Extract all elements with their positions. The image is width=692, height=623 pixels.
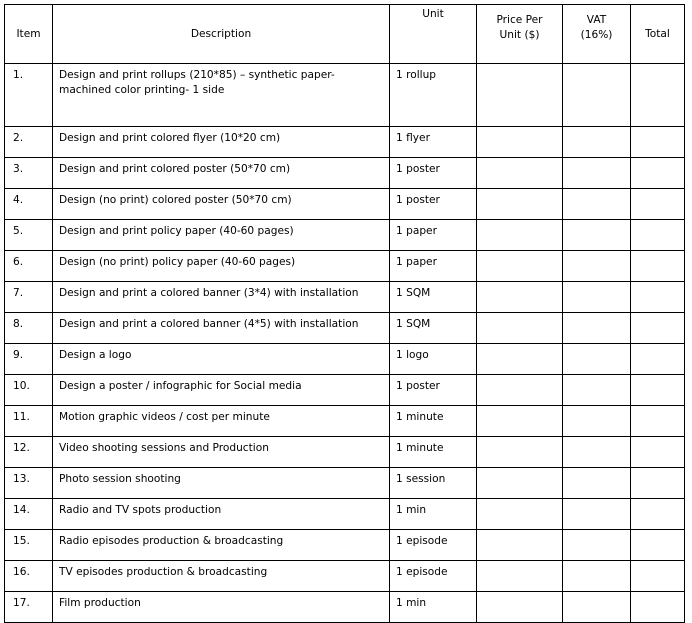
vat-cell xyxy=(563,282,631,313)
item-number-cell: 7. xyxy=(5,282,53,313)
price-per-unit-cell xyxy=(477,189,563,220)
total-cell xyxy=(631,158,685,189)
vat-cell xyxy=(563,499,631,530)
unit-cell: 1 min xyxy=(390,499,477,530)
description-cell: Video shooting sessions and Production xyxy=(53,437,390,468)
unit-cell: 1 flyer xyxy=(390,127,477,158)
price-per-unit-cell xyxy=(477,561,563,592)
description-cell: Radio episodes production & broadcasting xyxy=(53,530,390,561)
table-row xyxy=(5,375,685,406)
vat-cell xyxy=(563,344,631,375)
table-row xyxy=(5,251,685,282)
price-per-unit-cell xyxy=(477,437,563,468)
price-per-unit-cell xyxy=(477,468,563,499)
total-cell xyxy=(631,313,685,344)
total-cell xyxy=(631,344,685,375)
vat-cell xyxy=(563,375,631,406)
header-unit: Unit xyxy=(390,5,477,64)
total-cell xyxy=(631,468,685,499)
unit-cell: 1 poster xyxy=(390,158,477,189)
item-number-cell: 16. xyxy=(5,561,53,592)
price-per-unit-cell xyxy=(477,375,563,406)
header-vat-line2: (16%) xyxy=(580,29,613,41)
item-number-cell: 2. xyxy=(5,127,53,158)
unit-cell: 1 logo xyxy=(390,344,477,375)
price-quote-table xyxy=(4,4,685,623)
unit-cell: 1 SQM xyxy=(390,313,477,344)
item-number-cell: 3. xyxy=(5,158,53,189)
total-cell xyxy=(631,64,685,127)
description-cell: Design and print colored poster (50*70 cm) xyxy=(53,158,390,189)
unit-cell: 1 minute xyxy=(390,406,477,437)
item-number-cell: 13. xyxy=(5,468,53,499)
header-price-line2: Unit ($) xyxy=(499,29,540,41)
total-cell xyxy=(631,530,685,561)
unit-cell: 1 poster xyxy=(390,189,477,220)
table-row xyxy=(5,344,685,375)
table-row xyxy=(5,406,685,437)
vat-cell xyxy=(563,158,631,189)
price-per-unit-cell xyxy=(477,344,563,375)
price-per-unit-cell xyxy=(477,158,563,189)
description-cell: Motion graphic videos / cost per minute xyxy=(53,406,390,437)
item-number-cell: 14. xyxy=(5,499,53,530)
description-cell: TV episodes production & broadcasting xyxy=(53,561,390,592)
total-cell xyxy=(631,437,685,468)
price-per-unit-cell xyxy=(477,406,563,437)
table-row xyxy=(5,592,685,623)
description-cell: Design and print rollups (210*85) – synthetic paper-machined color printing- 1 side xyxy=(53,64,390,127)
description-cell: Design (no print) colored poster (50*70 cm) xyxy=(53,189,390,220)
header-price-per-unit xyxy=(477,5,563,64)
header-row xyxy=(5,5,685,64)
table-row xyxy=(5,313,685,344)
item-number-cell: 11. xyxy=(5,406,53,437)
total-cell xyxy=(631,375,685,406)
item-number-cell: 4. xyxy=(5,189,53,220)
vat-cell xyxy=(563,592,631,623)
table-row xyxy=(5,189,685,220)
vat-cell xyxy=(563,251,631,282)
unit-cell: 1 poster xyxy=(390,375,477,406)
price-per-unit-cell xyxy=(477,251,563,282)
total-cell xyxy=(631,406,685,437)
vat-cell xyxy=(563,561,631,592)
description-cell: Film production xyxy=(53,592,390,623)
header-item: Item xyxy=(5,5,53,64)
total-cell xyxy=(631,251,685,282)
item-number-cell: 6. xyxy=(5,251,53,282)
total-cell xyxy=(631,127,685,158)
table-row xyxy=(5,437,685,468)
vat-cell xyxy=(563,468,631,499)
price-per-unit-cell xyxy=(477,313,563,344)
table-row xyxy=(5,220,685,251)
vat-cell xyxy=(563,406,631,437)
total-cell xyxy=(631,282,685,313)
unit-cell: 1 episode xyxy=(390,561,477,592)
table-row xyxy=(5,499,685,530)
header-vat xyxy=(563,5,631,64)
item-number-cell: 15. xyxy=(5,530,53,561)
item-number-cell: 17. xyxy=(5,592,53,623)
item-number-cell: 8. xyxy=(5,313,53,344)
unit-cell: 1 episode xyxy=(390,530,477,561)
unit-cell: 1 SQM xyxy=(390,282,477,313)
header-price-line1: Price Per xyxy=(496,14,543,26)
price-per-unit-cell xyxy=(477,530,563,561)
description-cell: Design (no print) policy paper (40-60 pages) xyxy=(53,251,390,282)
table-row xyxy=(5,158,685,189)
unit-cell: 1 paper xyxy=(390,220,477,251)
total-cell xyxy=(631,189,685,220)
description-cell: Design a logo xyxy=(53,344,390,375)
table-row xyxy=(5,468,685,499)
price-per-unit-cell xyxy=(477,127,563,158)
total-cell xyxy=(631,499,685,530)
vat-cell xyxy=(563,64,631,127)
description-cell: Design and print colored flyer (10*20 cm) xyxy=(53,127,390,158)
price-per-unit-cell xyxy=(477,592,563,623)
unit-cell: 1 min xyxy=(390,592,477,623)
item-number-cell: 1. xyxy=(5,64,53,127)
vat-cell xyxy=(563,313,631,344)
unit-cell: 1 minute xyxy=(390,437,477,468)
header-total: Total xyxy=(631,5,685,64)
header-vat-line1: VAT xyxy=(586,14,607,26)
header-description: Description xyxy=(53,5,390,64)
vat-cell xyxy=(563,437,631,468)
item-number-cell: 5. xyxy=(5,220,53,251)
price-per-unit-cell xyxy=(477,220,563,251)
description-cell: Design and print a colored banner (3*4) with installation xyxy=(53,282,390,313)
total-cell xyxy=(631,220,685,251)
price-per-unit-cell xyxy=(477,282,563,313)
description-cell: Design and print a colored banner (4*5) with installation xyxy=(53,313,390,344)
table-row xyxy=(5,282,685,313)
item-number-cell: 12. xyxy=(5,437,53,468)
price-per-unit-cell xyxy=(477,499,563,530)
table-row xyxy=(5,561,685,592)
table-row xyxy=(5,127,685,158)
vat-cell xyxy=(563,127,631,158)
description-cell: Photo session shooting xyxy=(53,468,390,499)
description-cell: Radio and TV spots production xyxy=(53,499,390,530)
vat-cell xyxy=(563,189,631,220)
unit-cell: 1 session xyxy=(390,468,477,499)
vat-cell xyxy=(563,220,631,251)
total-cell xyxy=(631,592,685,623)
table-row xyxy=(5,64,685,127)
item-number-cell: 10. xyxy=(5,375,53,406)
price-per-unit-cell xyxy=(477,64,563,127)
table-row xyxy=(5,530,685,561)
description-cell: Design a poster / infographic for Social media xyxy=(53,375,390,406)
unit-cell: 1 paper xyxy=(390,251,477,282)
item-number-cell: 9. xyxy=(5,344,53,375)
unit-cell: 1 rollup xyxy=(390,64,477,127)
vat-cell xyxy=(563,530,631,561)
description-cell: Design and print policy paper (40-60 pages) xyxy=(53,220,390,251)
total-cell xyxy=(631,561,685,592)
